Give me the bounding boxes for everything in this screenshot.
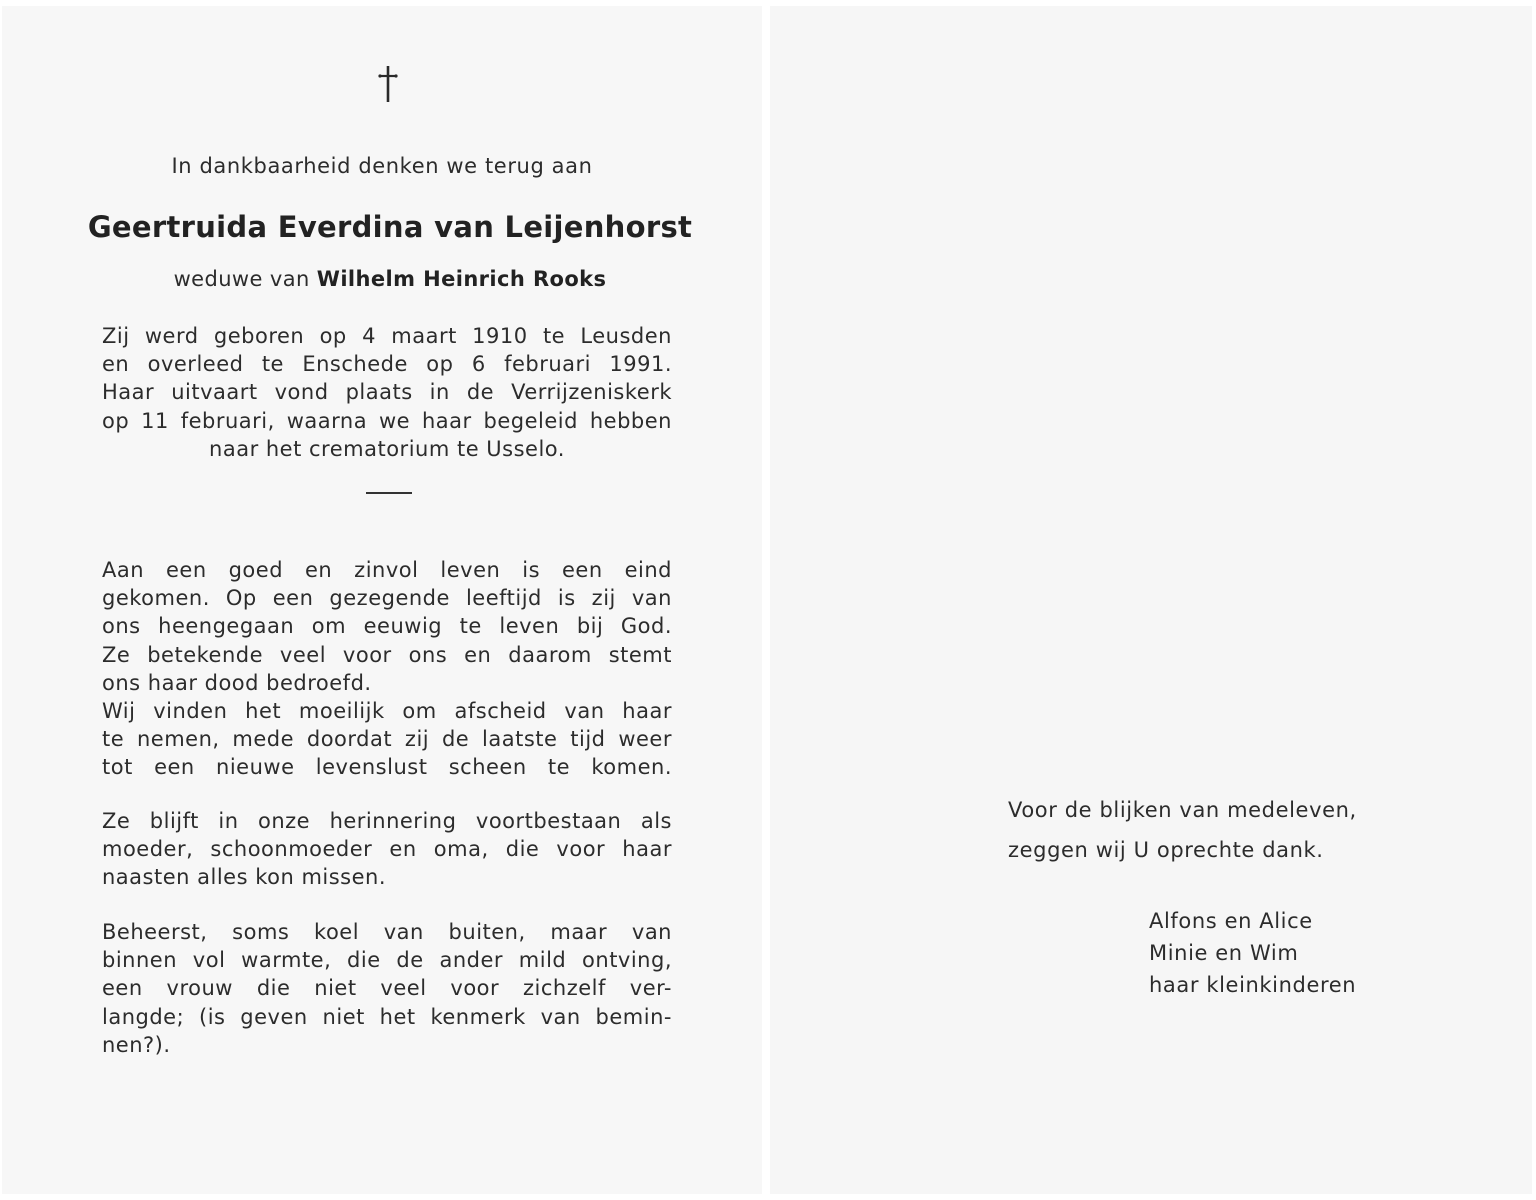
paragraph-character bbox=[102, 918, 672, 1059]
text-line: Aan een goed en zinvol leven is een eind bbox=[102, 558, 672, 582]
thanks-line: zeggen wij U oprechte dank. bbox=[1008, 838, 1324, 862]
bio-line: op 11 februari, waarna we haar begeleid hebben bbox=[102, 408, 672, 433]
widow-line bbox=[2, 267, 778, 291]
text-line: Ze betekende veel voor ons en daarom stemt bbox=[102, 642, 672, 667]
bio-line: Haar uitvaart vond plaats in de Verrijzeniskerk bbox=[102, 380, 672, 405]
deceased-name: Geertruida Everdina van Leijenhorst bbox=[87, 210, 693, 244]
text-line: ons haar dood bedroefd. bbox=[102, 670, 372, 695]
divider bbox=[366, 492, 412, 494]
text-line: nen?). bbox=[102, 1032, 171, 1057]
text-line: ons heengegaan om eeuwig te leven bij God. bbox=[102, 614, 672, 639]
bio-line: Zij werd geboren op 4 maart 1910 te Leusden bbox=[102, 324, 672, 348]
text-line: een vrouw die niet veel voor zichzelf ver- bbox=[102, 976, 672, 1001]
cross-icon bbox=[376, 64, 400, 104]
card-right-page bbox=[770, 6, 1532, 1194]
text-line: Ze blijft in onze herinnering voortbestaan als bbox=[102, 809, 672, 833]
text-line: Beheerst, soms koel van buiten, maar van bbox=[102, 920, 672, 944]
intro-text: In dankbaarheid denken we terug aan bbox=[171, 154, 593, 178]
text-line: Wij vinden het moeilijk om afscheid van haar bbox=[102, 698, 672, 723]
bio-line: en overleed te Enschede op 6 februari 1991. bbox=[102, 352, 672, 377]
text-line: naasten alles kon missen. bbox=[102, 865, 387, 890]
signature-line: haar kleinkinderen bbox=[1149, 973, 1357, 997]
text-line: langde; (is geven niet het kenmerk van bemin- bbox=[102, 1004, 672, 1029]
thanks-line: Voor de blijken van medeleven, bbox=[1008, 798, 1357, 822]
signatures bbox=[1149, 907, 1356, 1003]
text-line: te nemen, mede doordat zij de laatste tijd weer bbox=[102, 727, 672, 752]
paragraph-life bbox=[102, 556, 672, 782]
signature-line: Minie en Wim bbox=[1149, 941, 1299, 965]
text-line: moeder, schoonmoeder en oma, die voor haar bbox=[102, 837, 672, 862]
bio-line: naar het crematorium te Usselo. bbox=[209, 436, 565, 461]
text-line: tot een nieuwe levenslust scheen te komen. bbox=[102, 755, 672, 780]
signature-line: Alfons en Alice bbox=[1149, 909, 1313, 933]
widow-prefix: weduwe van bbox=[173, 267, 310, 291]
text-line: gekomen. Op een gezegende leeftijd is zij van bbox=[102, 586, 672, 611]
thanks-message bbox=[1008, 796, 1357, 876]
text-line: binnen vol warmte, die de ander mild ontving, bbox=[102, 948, 672, 973]
spouse-name: Wilhelm Heinrich Rooks bbox=[316, 267, 607, 291]
paragraph-memory bbox=[102, 807, 672, 892]
biography bbox=[102, 322, 672, 463]
card-fold bbox=[764, 6, 769, 1194]
